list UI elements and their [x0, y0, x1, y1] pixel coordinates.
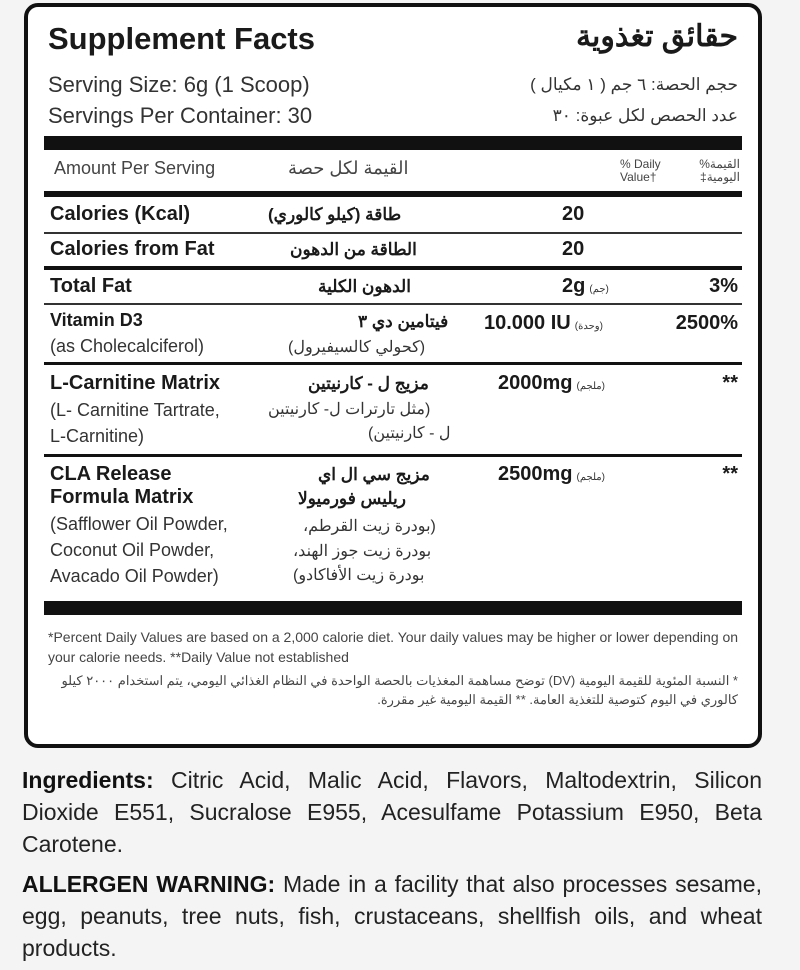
allergen-text: Made in a facility that also processes sesame, egg, peanuts, tree nuts, fish, crustaceans, shellfish oils, and wheat products. — [22, 871, 762, 961]
row-l-carnitine-sub-en-2: L-Carnitine) — [50, 426, 145, 446]
serving-size-en: Serving Size: 6g (1 Scoop) — [48, 72, 310, 97]
row-vitamin-d3-name-en: Vitamin D3 — [50, 310, 143, 330]
amount-unit-ar: (ملجم) — [576, 381, 605, 392]
row-cla-sub-en-3: Avacado Oil Powder) — [50, 566, 219, 586]
row-total-fat-name-ar: الدهون الكلية — [318, 277, 411, 296]
ingredients-block — [22, 764, 762, 860]
title-ar: حقائق تغذوية — [575, 20, 738, 53]
row-vitamin-d3-name-ar: فيتامين دي ٣ — [358, 312, 449, 331]
row-cla-name-en-1: CLA Release — [50, 463, 172, 485]
row-total-fat-amount — [562, 275, 609, 298]
allergen-label: ALLERGEN WARNING: — [22, 871, 276, 897]
footnote-ar: * النسبة المئوية للقيمة اليومية (DV) توضح مساهمة المغذيات بالحصة الواحدة في النظام الغذائي اليومي، يتم استخدام ٢٠٠٠ كيلو كالوري في اليوم كتوصية للتغذية العامة. ** القيمة اليومية غير مقررة. — [61, 673, 738, 707]
amount-per-serving-en: Amount Per Serving — [54, 158, 216, 178]
row-cla-sub-en-2: Coconut Oil Powder, — [50, 540, 215, 560]
row-l-carnitine-dv: ** — [722, 372, 738, 394]
row-calories-name-en: Calories (Kcal) — [50, 203, 191, 225]
row-total-fat-name-en: Total Fat — [50, 275, 132, 297]
row-cla-sub-en-1: (Safflower Oil Powder, — [50, 514, 228, 534]
row-cla-dv: ** — [722, 463, 738, 485]
row-vitamin-d3-sub-en: (as Cholecalciferol) — [50, 336, 205, 356]
row-cla-name-ar-2: ريليس فورميولا — [298, 489, 406, 508]
row-l-carnitine-sub-ar-1: (مثل تارترات ل- كارنيتين — [268, 401, 431, 418]
row-calories-fat-amount: 20 — [562, 238, 585, 260]
daily-value-header-ar — [699, 158, 740, 184]
amount-unit-ar: (وحدة) — [574, 321, 603, 332]
servings-per-container-en: Servings Per Container: 30 — [48, 103, 313, 128]
row-calories-fat-name-en: Calories from Fat — [50, 238, 215, 260]
dv-header-en-line2: Value† — [620, 170, 657, 184]
ingredients-label: Ingredients: — [22, 767, 154, 793]
row-vitamin-d3-sub-ar: (كحولي كالسيفيرول) — [288, 339, 426, 356]
row-divider — [44, 303, 742, 305]
row-cla-sub-ar-2: بودرة زيت جوز الهند، — [293, 543, 432, 560]
footnote-en: *Percent Daily Values are based on a 2,000 calorie diet. Your daily values may be higher or lower depending on your calorie needs. **Daily Value not established — [48, 629, 739, 665]
amount-value: 10.000 IU — [484, 312, 571, 334]
medium-divider — [44, 191, 742, 197]
row-cla-name-ar-1: مزيج سي ال اي — [318, 465, 430, 484]
row-vitamin-d3-amount — [484, 312, 603, 335]
thick-divider-bottom — [44, 601, 742, 615]
row-cla-amount — [498, 463, 605, 486]
row-l-carnitine-sub-en-1: (L- Carnitine Tartrate, — [50, 400, 220, 420]
row-cla-sub-ar-3: بودرة زيت الأفاكادو) — [293, 567, 425, 584]
dv-header-ar-line1: القيمة% — [699, 157, 740, 171]
amount-value: 2g — [562, 275, 586, 297]
serving-size-ar: حجم الحصة: ٦ جم ( ١ مكيال ) — [530, 75, 738, 94]
amount-unit-ar: (ملجم) — [576, 472, 605, 483]
supplement-facts-panel — [24, 3, 762, 748]
dv-header-en-line1: % Daily — [620, 157, 661, 171]
servings-per-container-ar: عدد الحصص لكل عبوة: ٣٠ — [552, 106, 738, 125]
row-l-carnitine-sub-ar-2: ل - كارنيتين) — [368, 425, 451, 442]
row-vitamin-d3-dv: 2500% — [675, 312, 738, 334]
amount-value: 2000mg — [498, 372, 573, 394]
thick-divider-top — [44, 136, 742, 150]
title-en: Supplement Facts — [48, 21, 315, 56]
row-divider — [44, 362, 742, 365]
row-l-carnitine-name-en: L-Carnitine Matrix — [50, 372, 221, 394]
row-calories-name-ar: طاقة (كيلو كالوري) — [268, 205, 402, 224]
dv-header-ar-line2: اليومية‡ — [700, 170, 740, 184]
amount-value: 2500mg — [498, 463, 573, 485]
row-divider — [44, 266, 742, 270]
row-cla-sub-ar-1: (بودرة زيت القرطم، — [303, 518, 436, 535]
row-calories-amount: 20 — [562, 203, 585, 225]
amount-per-serving-ar: القيمة لكل حصة — [288, 158, 409, 178]
daily-value-header-en — [620, 158, 661, 184]
row-calories-fat-name-ar: الطاقة من الدهون — [290, 240, 417, 259]
row-cla-name-en-2: Formula Matrix — [50, 486, 194, 508]
row-divider — [44, 454, 742, 457]
row-l-carnitine-amount — [498, 372, 605, 395]
ingredients-text: Citric Acid, Malic Acid, Flavors, Maltodextrin, Silicon Dioxide E551, Sucralose E955, Acesulfame Potassium E950, Beta Carotene. — [22, 767, 763, 857]
row-divider — [44, 232, 742, 234]
amount-unit-ar: (جم) — [589, 284, 609, 295]
row-total-fat-dv: 3% — [709, 275, 738, 297]
allergen-block — [22, 868, 762, 964]
row-l-carnitine-name-ar: مزيج ل - كارنيتين — [308, 374, 429, 393]
